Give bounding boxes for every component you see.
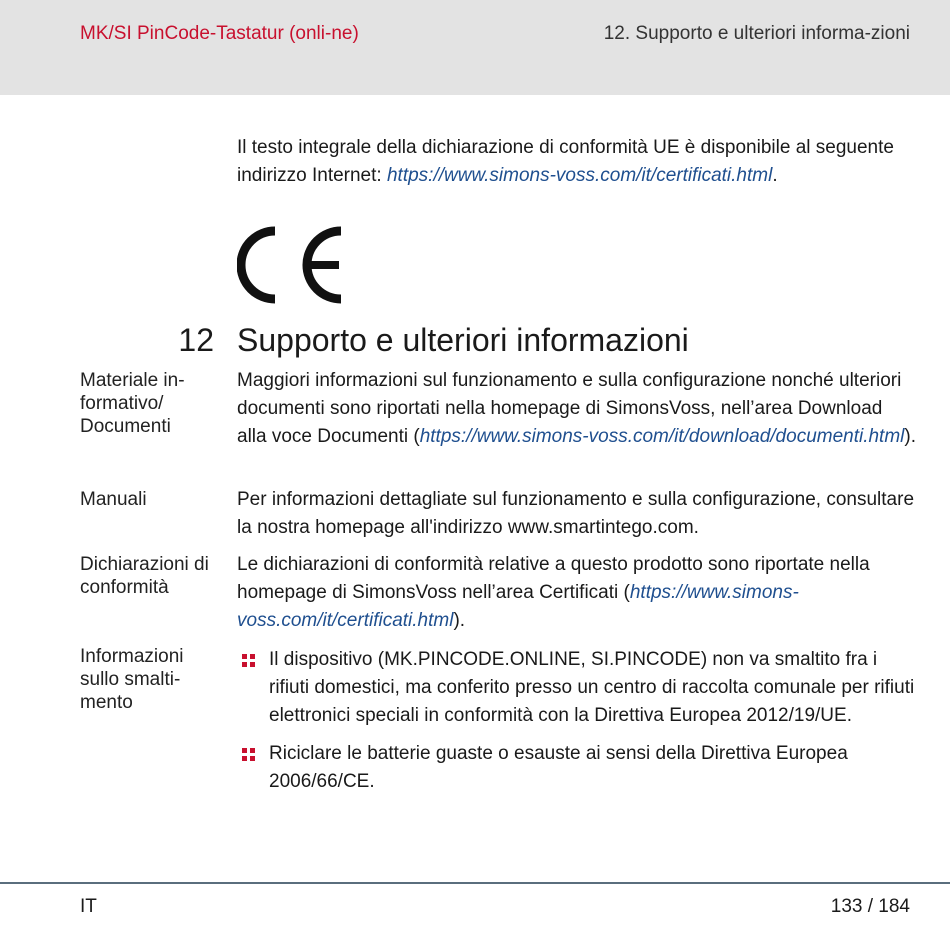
side-label-conformity: Dichiarazioni di conformità bbox=[80, 554, 209, 598]
disposal-text-2: Riciclare le batterie guaste o esauste ai sensi della Direttiva Europea 2006/66/CE. bbox=[269, 743, 848, 792]
page-header bbox=[0, 0, 950, 95]
side-label-documents: Materiale in-formativo/ Documenti bbox=[80, 370, 185, 437]
conformity-intro bbox=[237, 134, 917, 190]
disposal-text-1: Il dispositivo (MK.PINCODE.ONLINE, SI.PINCODE) non va smaltito fra i rifiuti domestici, ma conferito presso un centro di raccolta comunale per rifiuti elettronici speciali in conformità con la Direttiva Europea 2012/19/UE. bbox=[269, 649, 915, 726]
documents-link[interactable]: https://www.simons-voss.com/it/download/documenti.html bbox=[419, 426, 905, 447]
side-label-disposal: Informazioni sullo smalti-mento bbox=[80, 646, 184, 713]
manuals-paragraph: Per informazioni dettagliate sul funzionamento e sulla configurazione, consultare la nostra homepage all'indirizzo www.smartintego.com. bbox=[237, 489, 915, 538]
page-number: 133 / 184 bbox=[830, 896, 910, 917]
disposal-list bbox=[237, 646, 917, 806]
conformity-text: Le dichiarazioni di conformità relative a questo prodotto sono riportate nella homepage di SimonsVoss nell’area Certificati ( bbox=[237, 554, 870, 603]
section-number: 12 bbox=[178, 322, 214, 358]
documents-text-end: ). bbox=[904, 426, 916, 447]
footer-divider bbox=[0, 882, 950, 884]
list-item bbox=[237, 646, 917, 730]
conformity-paragraph bbox=[237, 551, 917, 635]
intro-end: . bbox=[772, 165, 778, 186]
certificates-link[interactable]: https://www.simons-voss.com/it/certificati.html bbox=[386, 165, 773, 186]
documents-paragraph bbox=[237, 367, 917, 451]
side-label-manuals: Manuali bbox=[80, 489, 147, 510]
footer-language: IT bbox=[80, 896, 97, 917]
documents-text: Maggiori informazioni sul funzionamento e sulla configurazione nonché ulteriori documenti sono riportati nella homepage di SimonsVoss, nell’area Download alla voce Documenti ( bbox=[237, 370, 902, 447]
section-title: Supporto e ulteriori informazioni bbox=[237, 322, 689, 358]
conformity-link[interactable]: https://www.simons-voss.com/it/certificati.html bbox=[237, 582, 799, 631]
product-title: MK/SI PinCode-Tastatur (onli-ne) bbox=[80, 23, 359, 44]
ce-mark-icon bbox=[237, 225, 347, 310]
chapter-title: 12. Supporto e ulteriori informa-zioni bbox=[603, 23, 910, 44]
conformity-text-end: ). bbox=[453, 610, 466, 631]
list-item bbox=[237, 740, 917, 796]
bullet-square-icon bbox=[242, 748, 255, 761]
bullet-square-icon bbox=[242, 654, 255, 667]
intro-text: Il testo integrale della dichiarazione di conformità UE è disponibile al seguente indirizzo Internet: bbox=[237, 137, 894, 186]
